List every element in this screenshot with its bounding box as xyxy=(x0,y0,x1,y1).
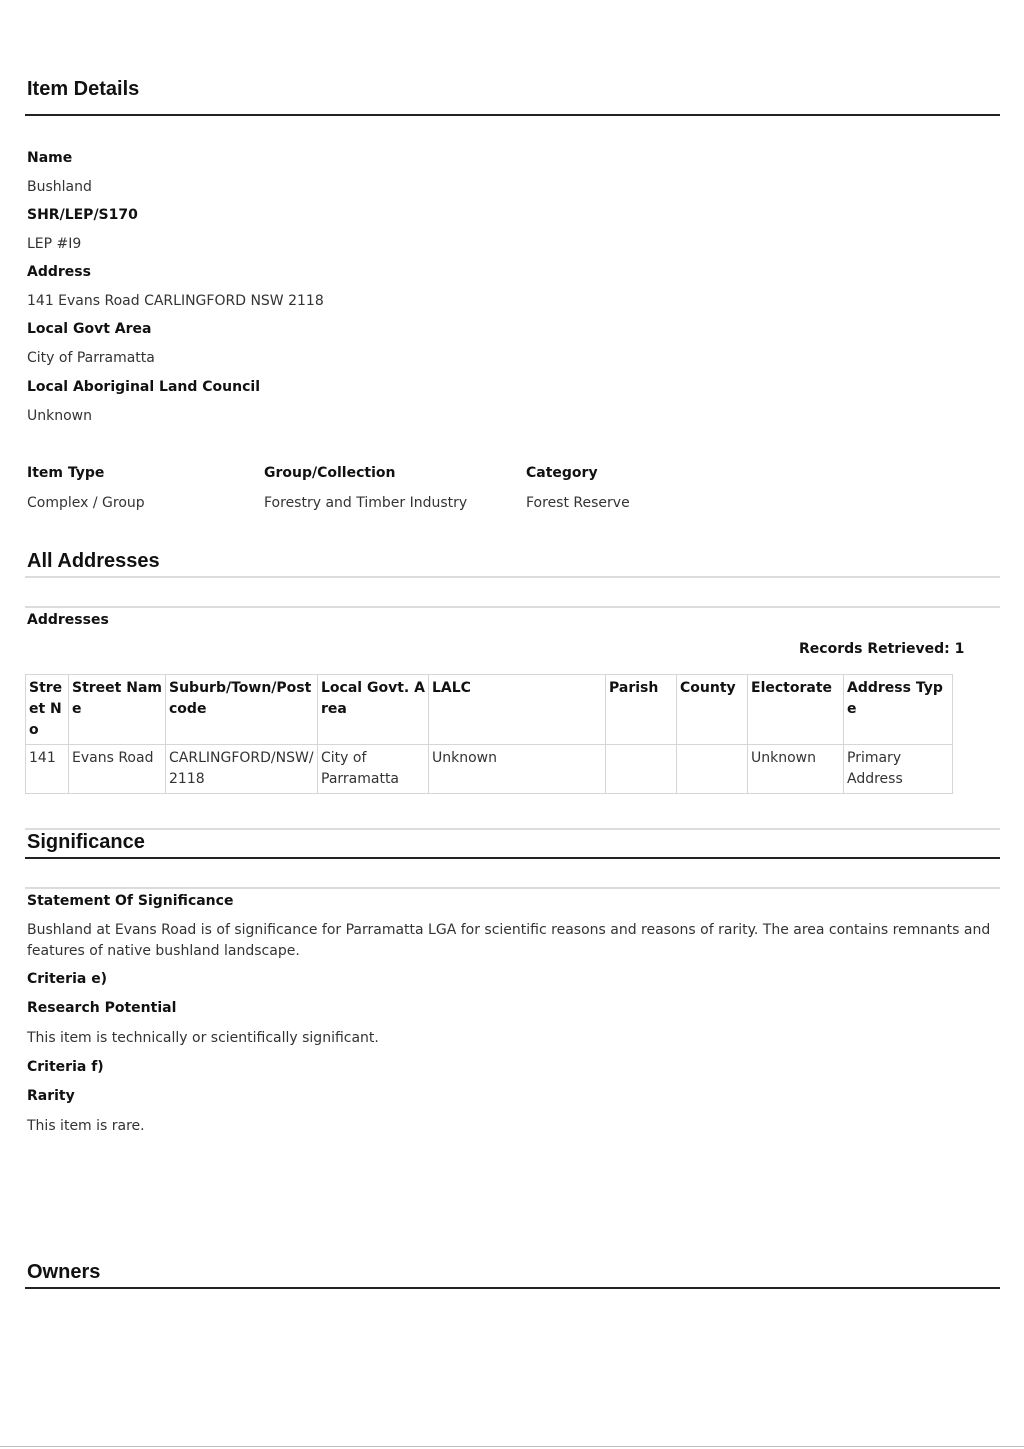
section-divider xyxy=(25,828,1000,830)
section-title-item-details: Item Details xyxy=(27,78,140,100)
field-label-address: Address xyxy=(27,264,91,280)
field-label-category: Category xyxy=(526,465,598,481)
field-value-group: Forestry and Timber Industry xyxy=(264,495,468,511)
column-header: County xyxy=(677,675,748,745)
field-value-shr-lep: LEP #I9 xyxy=(27,236,82,252)
table-cell: Unknown xyxy=(748,745,844,794)
column-header: Address Type xyxy=(844,675,953,745)
column-header: Street Name xyxy=(69,675,166,745)
field-label-lga: Local Govt Area xyxy=(27,321,152,337)
section-title-significance: Significance xyxy=(27,831,145,853)
table-cell xyxy=(606,745,677,794)
section-divider xyxy=(25,857,1000,859)
section-divider xyxy=(25,887,1000,889)
field-label-item-type: Item Type xyxy=(27,465,105,481)
page-bottom-edge xyxy=(0,1446,1024,1447)
table-row xyxy=(26,745,953,794)
section-divider xyxy=(25,1287,1000,1289)
section-title-owners: Owners xyxy=(27,1261,101,1283)
table-cell: Evans Road xyxy=(69,745,166,794)
statement-of-significance-label: Statement Of Significance xyxy=(27,893,234,909)
field-label-group: Group/Collection xyxy=(264,465,396,481)
table-cell: City of Parramatta xyxy=(318,745,429,794)
statement-of-significance-text: Bushland at Evans Road is of significance for Parramatta LGA for scientific reasons and reasons of rarity. The area contains remnants and features of native bushland landscape. xyxy=(27,922,991,959)
addresses-subtitle: Addresses xyxy=(27,612,109,628)
section-divider xyxy=(25,576,1000,578)
table-cell: Unknown xyxy=(429,745,606,794)
criteria-f-label: Criteria f) xyxy=(27,1059,104,1075)
column-header: Electorate xyxy=(748,675,844,745)
table-cell: Primary Address xyxy=(844,745,953,794)
field-value-category: Forest Reserve xyxy=(526,495,630,511)
research-potential-text: This item is technically or scientifically significant. xyxy=(27,1030,379,1046)
records-retrieved: Records Retrieved: 1 xyxy=(799,641,965,657)
table-cell: 141 xyxy=(26,745,69,794)
table-cell: CARLINGFORD/NSW/2118 xyxy=(166,745,318,794)
field-label-shr-lep: SHR/LEP/S170 xyxy=(27,207,138,223)
column-header: Street No xyxy=(26,675,69,745)
column-header: Parish xyxy=(606,675,677,745)
field-label-lalc: Local Aboriginal Land Council xyxy=(27,379,260,395)
addresses-table xyxy=(25,674,953,794)
section-title-all-addresses: All Addresses xyxy=(27,550,160,572)
field-value-lalc: Unknown xyxy=(27,408,92,424)
column-header: Local Govt. Area xyxy=(318,675,429,745)
field-value-name: Bushland xyxy=(27,179,92,195)
research-potential-label: Research Potential xyxy=(27,1000,177,1016)
criteria-e-label: Criteria e) xyxy=(27,971,108,987)
field-label-name: Name xyxy=(27,150,73,166)
field-value-address: 141 Evans Road CARLINGFORD NSW 2118 xyxy=(27,293,324,309)
column-header: Suburb/Town/Postcode xyxy=(166,675,318,745)
column-header: LALC xyxy=(429,675,606,745)
table-header-row xyxy=(26,675,953,745)
section-divider xyxy=(25,606,1000,608)
section-divider xyxy=(25,114,1000,116)
field-value-lga: City of Parramatta xyxy=(27,350,155,366)
table-cell xyxy=(677,745,748,794)
rarity-label: Rarity xyxy=(27,1088,75,1104)
field-value-item-type: Complex / Group xyxy=(27,495,145,511)
rarity-text: This item is rare. xyxy=(27,1118,145,1134)
